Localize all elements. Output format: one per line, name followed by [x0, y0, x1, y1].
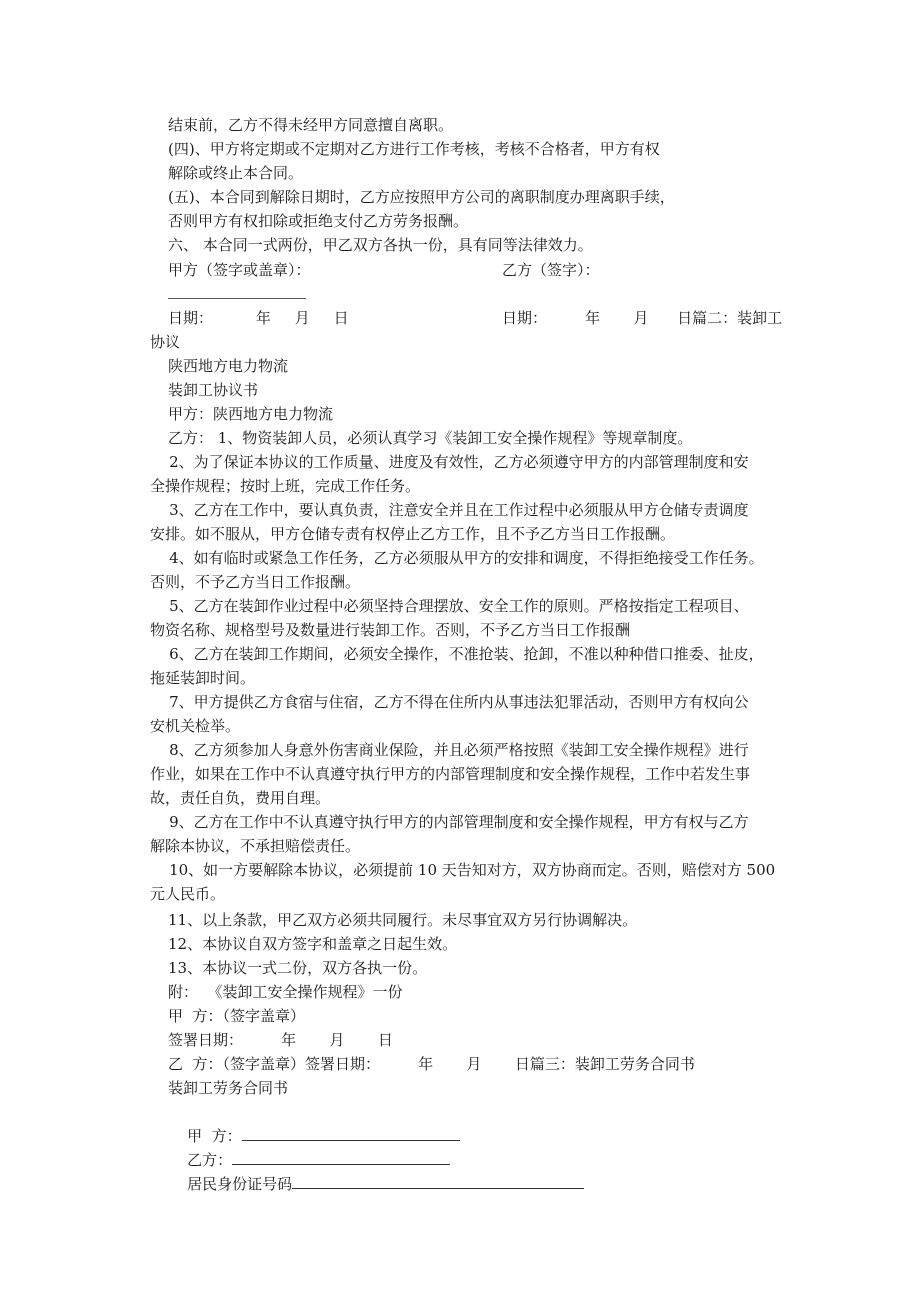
contract-title: 装卸工劳务合同书 [168, 1079, 289, 1097]
clause-line: 7、甲方提供乙方食宿与住宿，乙方不得在住所内从事违法犯罪活动，否则甲方有权向公 [150, 693, 749, 711]
clause-line: 物资名称、规格型号及数量进行装卸工作。否则，不予乙方当日工作报酬 [150, 621, 631, 639]
party-a-label: 甲 方： [187, 1127, 242, 1145]
clause-line: 2、为了保证本协议的工作质量、进度及有效性，乙方必须遵守甲方的内部管理制度和安 [150, 453, 749, 471]
signature-party-b: 乙 方：（签字盖章）签署日期： 年 月 日篇三：装卸工劳务合同书 [168, 1055, 695, 1073]
id-number-blank [292, 1172, 584, 1189]
clause-line: 安排。如不服从，甲方仓储专责有权停止乙方工作，且不予乙方当日工作报酬。 [150, 525, 676, 543]
id-number-label: 居民身份证号码 [187, 1175, 293, 1193]
id-number-field [168, 1152, 584, 1214]
clause-line: 6、乙方在装卸工作期间，必须安全操作，不准抢装、抢卸，不准以种种借口推委、扯皮， [150, 645, 764, 663]
text-line: (五)、本合同到解除日期时，乙方应按照甲方公司的离职制度办理离职手续， [168, 188, 675, 206]
clause-line: 5、乙方在装卸作业过程中必须坚持合理摆放、安全工作的原则。严格按指定工程项目、 [150, 597, 749, 615]
closing-line: 11、以上条款，甲乙双方必须共同履行。未尽事宜双方另行协调解决。 [168, 911, 638, 929]
date-line-right: 日期： 年 月 日篇二：装卸工 [502, 309, 783, 327]
signing-date: 签署日期： 年 月 日 [168, 1031, 393, 1049]
text-line: 解除或终止本合同。 [168, 164, 304, 182]
clause-line: 作业，如果在工作中不认真遵守执行甲方的内部管理制度和安全操作规程，工作中若发生事 [150, 765, 751, 783]
agreement-title: 装卸工协议书 [168, 381, 259, 399]
company-name: 陕西地方电力物流 [168, 357, 289, 375]
closing-line: 13、本协议一式二份，双方各执一份。 [168, 959, 428, 977]
clause-line: 元人民币。 [150, 885, 226, 903]
clause-line: 故，责任自负，费用自理。 [150, 789, 331, 807]
clause-line: 10、如一方要解除本协议，必须提前 10 天告知对方，双方协商而定。否则，赔偿对方 500 [150, 861, 776, 879]
date-line-left: 日期： 年 月 日 [168, 309, 349, 327]
clause-line: 全操作规程；按时上班，完成工作任务。 [150, 477, 421, 495]
text-line: 六、 本合同一式两份，甲乙双方各执一份，具有同等法律效力。 [168, 236, 593, 254]
party-b-line: 乙方： 1、物资装卸人员，必须认真学习《装卸工安全操作规程》等规章制度。 [168, 429, 693, 447]
closing-line: 12、本协议自双方签字和盖章之日起生效。 [168, 935, 458, 953]
party-b-label: 乙方： [187, 1151, 233, 1169]
signature-line [168, 298, 306, 299]
clause-line: 3、乙方在工作中，要认真负责，注意安全并且在工作过程中必须服从甲方仓储专责调度 [150, 501, 749, 519]
clause-line: 8、乙方须参加人身意外伤害商业保险，并且必须严格按照《装卸工安全操作规程》进行 [150, 741, 749, 759]
text-line: (四)、甲方将定期或不定期对乙方进行工作考核，考核不合格者，甲方有权 [168, 140, 660, 158]
signature-party-a: 甲方（签字或盖章）： [168, 261, 311, 279]
clause-line: 解除本协议，不承担赔偿责任。 [150, 837, 361, 855]
clause-line: 4、如有临时或紧急工作任务，乙方必须服从甲方的安排和调度，不得拒绝接受工作任务。 [150, 549, 764, 567]
party-a-line: 甲方：陕西地方电力物流 [168, 405, 334, 423]
text-line: 协议 [150, 333, 181, 351]
text-line: 结束前，乙方不得未经甲方同意擅自离职。 [168, 116, 454, 134]
clause-line: 9、乙方在工作中不认真遵守执行甲方的内部管理制度和安全操作规程，甲方有权与乙方 [150, 813, 749, 831]
clause-line: 安机关检举。 [150, 717, 241, 735]
signature-party-a: 甲 方：（签字盖章） [168, 1007, 306, 1025]
clause-line: 否则，不予乙方当日工作报酬。 [150, 573, 361, 591]
signature-party-b: 乙方（签字）： [502, 261, 600, 279]
text-line: 否则甲方有权扣除或拒绝支付乙方劳务报酬。 [168, 212, 469, 230]
clause-line: 拖延装卸时间。 [150, 669, 256, 687]
appendix-line: 附： 《装卸工安全操作规程》一份 [168, 983, 403, 1001]
